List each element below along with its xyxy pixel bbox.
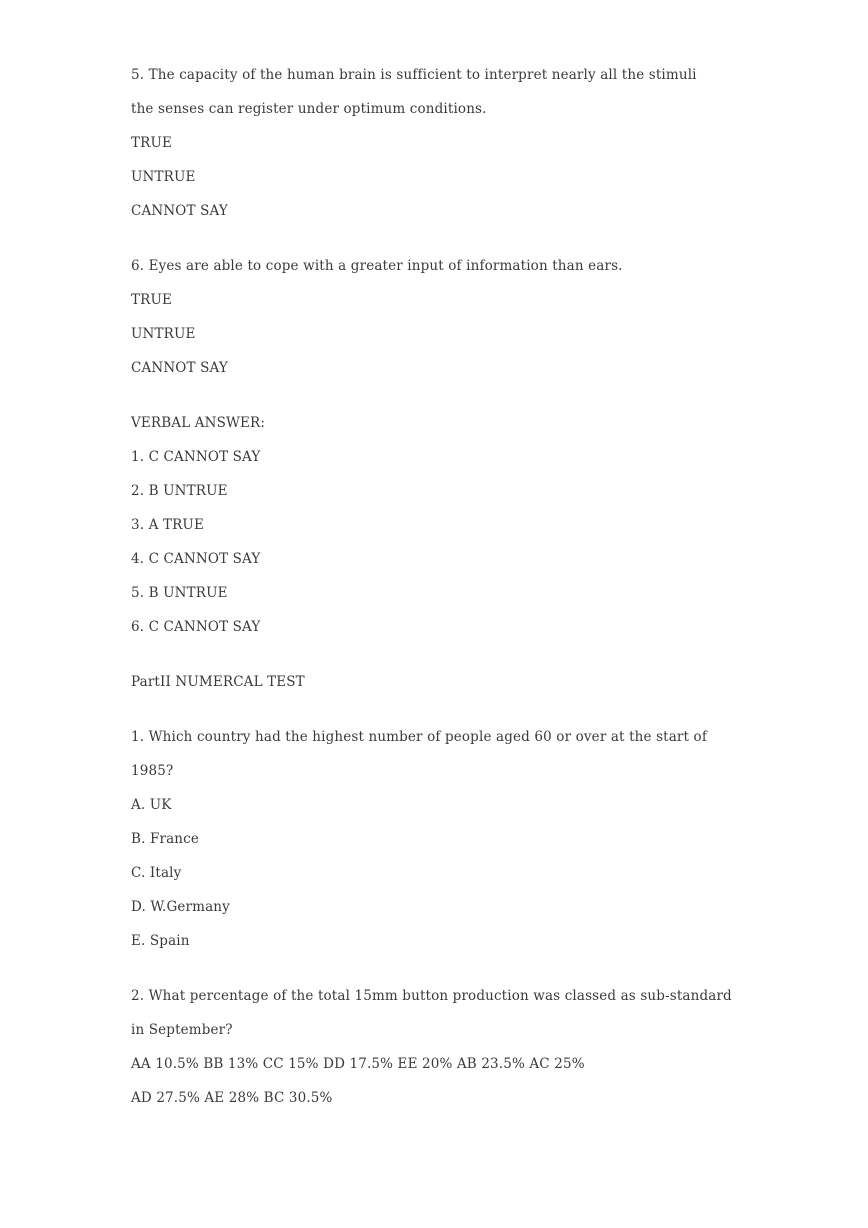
question-5-text-line-1: 5. The capacity of the human brain is sufficient to interpret nearly all the stimuli (131, 67, 697, 83)
numerical-question-1-option-d: D. W.Germany (131, 899, 230, 915)
verbal-answer-2: 2. B UNTRUE (131, 483, 228, 499)
question-6-option-untrue: UNTRUE (131, 326, 196, 342)
numerical-question-1-text-line-1: 1. Which country had the highest number of people aged 60 or over at the start of (131, 729, 707, 745)
question-5-option-true: TRUE (131, 135, 173, 151)
question-5-text-line-2: the senses can register under optimum conditions. (131, 101, 487, 117)
question-6-option-cannot-say: CANNOT SAY (131, 360, 228, 376)
verbal-answer-3: 3. A TRUE (131, 517, 204, 533)
question-5-option-cannot-say: CANNOT SAY (131, 203, 228, 219)
numerical-question-2-options-line-1: AA 10.5% BB 13% CC 15% DD 17.5% EE 20% AB 23.5% AC 25% (131, 1056, 585, 1072)
verbal-answer-4: 4. C CANNOT SAY (131, 551, 261, 567)
numerical-question-1-option-c: C. Italy (131, 865, 182, 881)
verbal-answer-6: 6. C CANNOT SAY (131, 619, 261, 635)
verbal-answer-5: 5. B UNTRUE (131, 585, 228, 601)
numerical-question-2-text-line-1: 2. What percentage of the total 15mm button production was classed as sub-standard (131, 988, 732, 1004)
numerical-question-1-option-a: A. UK (131, 797, 172, 813)
question-6-option-true: TRUE (131, 292, 173, 308)
numerical-question-1-text-line-2: 1985? (131, 763, 174, 779)
verbal-answer-heading: VERBAL ANSWER: (131, 415, 266, 431)
numerical-question-1-option-e: E. Spain (131, 933, 190, 949)
numerical-question-1-option-b: B. France (131, 831, 199, 847)
part-2-heading: PartII NUMERCAL TEST (131, 674, 305, 690)
question-5-option-untrue: UNTRUE (131, 169, 196, 185)
numerical-question-2-text-line-2: in September? (131, 1022, 233, 1038)
question-6-text: 6. Eyes are able to cope with a greater input of information than ears. (131, 258, 623, 274)
numerical-question-2-options-line-2: AD 27.5% AE 28% BC 30.5% (131, 1090, 333, 1106)
verbal-answer-1: 1. C CANNOT SAY (131, 449, 261, 465)
